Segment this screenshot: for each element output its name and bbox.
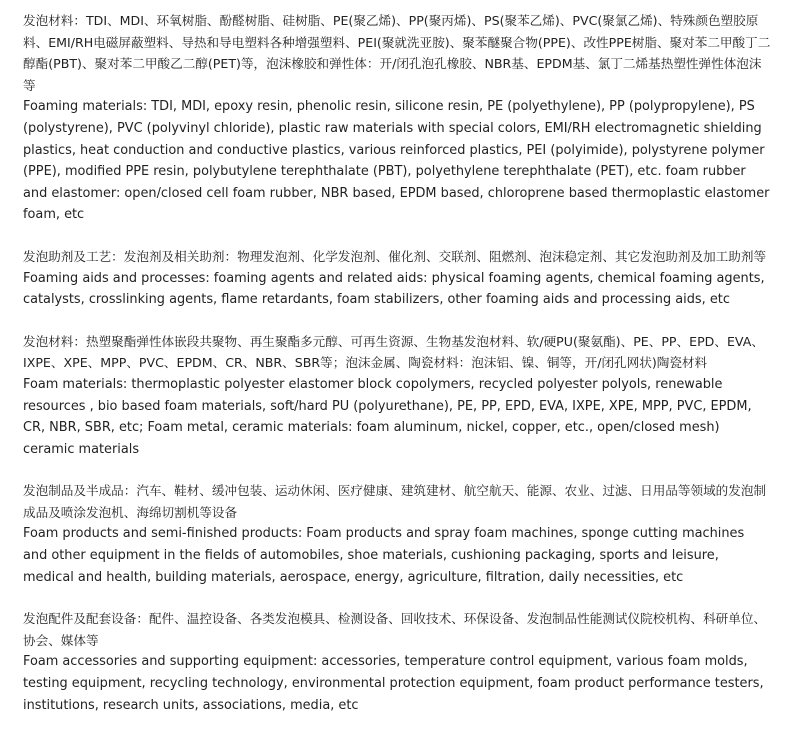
document-body [23, 10, 771, 736]
section-text-chinese: 发泡材料：TDI、MDI、环氧树脂、酚醛树脂、硅树脂、PE(聚乙烯)、PP(聚丙烯)、PS(聚苯乙烯)、PVC(聚氯乙烯)、特殊颜色塑胶原料、EMI/RH电磁屏蔽塑料、导热和导电塑料各种增强塑料、PEI(聚就洗亚胺)、聚苯醚聚合物(PPE)、改性PPE树脂、聚对苯二甲酸丁二醇酯(PBT)、聚对苯二甲酸乙二醇(PET)等，泡沫橡胶和弹性体：开/闭孔泡孔橡胶、NBR基、EPDM基、氯丁二烯基热塑性弹性体泡沫等 [23, 13, 771, 93]
section-text-english: Foaming materials: TDI, MDI, epoxy resin, phenolic resin, silicone resin, PE (polyethylene), PP (polypropylene), PS (polystyrene), PVC (polyvinyl chloride), plastic raw materials with special colors, EMI/RH electromagnetic shielding plastics, heat conduction and conductive plastics, various reinforced plastics, PEI (polyimide), polystyrene polymer (PPE), modified PPE resin, polybutylene terephthalate (PBT), polyethylene terephthalate (PET), etc. foam rubber and elastomer: open/closed cell foam rubber, NBR based, EPDM based, chloroprene based thermoplastic elastomer foam, etc [23, 99, 770, 223]
section-text-english: Foam materials: thermoplastic polyester elastomer block copolymers, recycled polyester polyols, renewable resources , bio based foam materials, soft/hard PU (polyurethane), PE, PP, EPD, EVA, IXPE, XPE, MPP, PVC, EPDM, CR, NBR, SBR, etc; Foam metal, ceramic materials: foam aluminum, nickel, copper, etc., open/closed mesh) ceramic materials [23, 376, 752, 457]
section-text-english: Foam accessories and supporting equipment: accessories, temperature control equipment, various foam molds, testing equipment, recycling technology, environmental protection equipment, foam product performance testers, institutions, research units, associations, media, etc [23, 654, 764, 713]
section-text-english: Foaming aids and processes: foaming agents and related aids: physical foaming agents, chemical foaming agents, catalysts, crosslinking agents, flame retardants, foam stabilizers, other foaming aids and processing aids, etc [23, 270, 765, 308]
section-foaming-aids [23, 246, 771, 311]
section-foaming-materials [23, 10, 771, 226]
section-foam-products [23, 480, 771, 588]
section-text-chinese: 发泡材料：热塑聚酯弹性体嵌段共聚物、再生聚酯多元醇、可再生资源、生物基发泡材料、软/硬PU(聚氨酯)、PE、PP、EPD、EVA、IXPE、XPE、MPP、PVC、EPDM、CR、NBR、SBR等；泡沫金属、陶瓷材料：泡沫铝、镍、铜等，开/闭孔网状)陶瓷材料 [23, 333, 764, 371]
section-foam-materials [23, 331, 771, 461]
section-text-english: Foam products and semi-finished products: Foam products and spray foam machines, sponge cutting machines and other equipment in the fields of automobiles, shoe materials, cushioning packaging, sports and leisure, medical and health, building materials, aerospace, energy, agriculture, filtration, daily necessities, etc [23, 526, 745, 585]
section-text-chinese: 发泡助剂及工艺：发泡剂及相关助剂：物理发泡剂、化学发泡剂、催化剂、交联剂、阻燃剂、泡沫稳定剂、其它发泡助剂及加工助剂等 [23, 248, 767, 264]
section-text-chinese: 发泡配件及配套设备：配件、温控设备、各类发泡模具、检测设备、回收技术、环保设备、发泡制品性能测试仪院校机构、科研单位、协会、媒体等 [23, 611, 767, 648]
section-foam-accessories [23, 608, 771, 716]
section-text-chinese: 发泡制品及半成品：汽车、鞋材、缓冲包装、运动休闲、医疗健康、建筑建材、航空航天、能源、农业、过滤、日用品等领域的发泡制成品及喷涂发泡机、海绵切割机等设备 [23, 483, 767, 520]
